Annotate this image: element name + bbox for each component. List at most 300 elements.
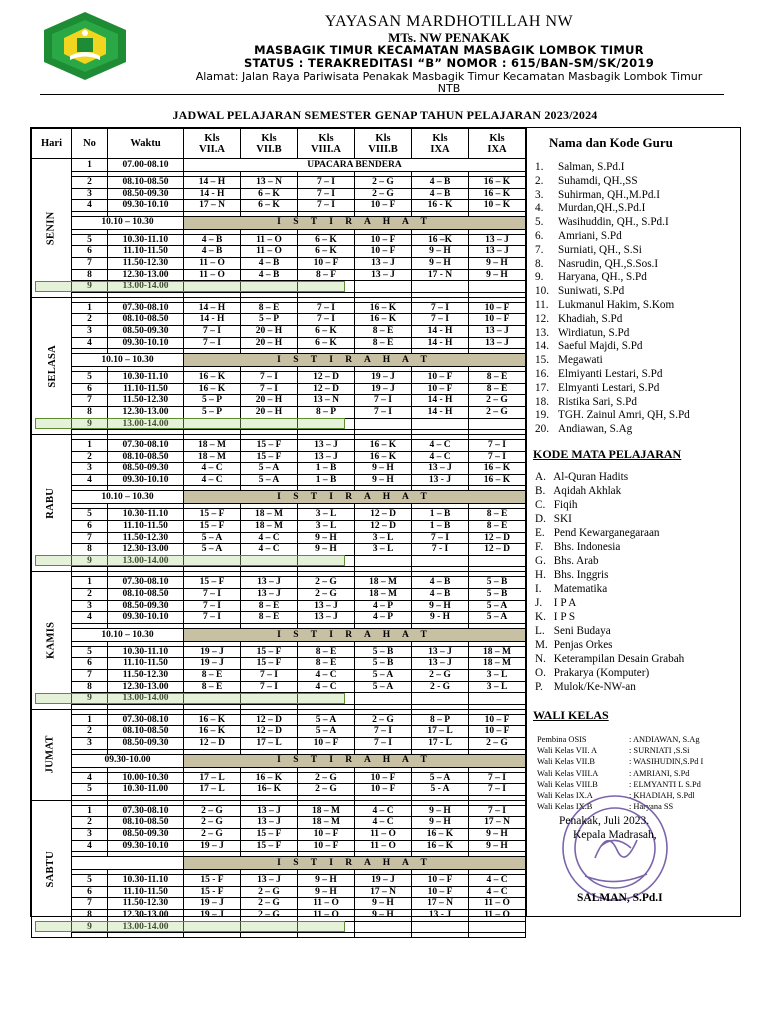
period-number: 9 xyxy=(72,418,108,430)
period-time: 09.30-10.10 xyxy=(108,474,184,486)
subject-name: Pend Kewarganegaraan xyxy=(553,527,660,539)
period-time: 13.00-14.00 xyxy=(108,418,184,430)
class-cell: 4 – B xyxy=(412,188,469,200)
class-cell xyxy=(241,555,298,567)
class-cell: 15 - F xyxy=(184,886,241,898)
period-number: 3 xyxy=(72,737,108,749)
table-row xyxy=(32,600,526,612)
class-cell: 8 – F xyxy=(298,269,355,281)
period-number: 3 xyxy=(72,600,108,612)
day-label: KAMIS xyxy=(45,622,57,660)
class-cell: 11 – O xyxy=(469,909,526,921)
table-row xyxy=(32,784,526,796)
class-cell: 13 – J xyxy=(298,600,355,612)
class-cell: 7 - I xyxy=(412,544,469,556)
class-cell: 13 – J xyxy=(412,463,469,475)
class-cell: 19 – J xyxy=(184,658,241,670)
wali-role: Wali Kelas VII. A xyxy=(537,746,598,756)
class-cell: 9 – H xyxy=(412,246,469,258)
class-cell: 4 – P xyxy=(355,600,412,612)
class-cell: 12 – D xyxy=(298,372,355,384)
teacher-item xyxy=(535,299,690,313)
class-cell: 17 – L xyxy=(184,772,241,784)
teacher-number: 17. xyxy=(535,381,549,394)
class-cell: 13 – J xyxy=(241,817,298,829)
period-time: 09.30-10.10 xyxy=(108,200,184,212)
teacher-item xyxy=(535,244,690,258)
period-time: 11.50-12.30 xyxy=(108,670,184,682)
subject-code: G. xyxy=(535,555,546,567)
teacher-number: 8. xyxy=(535,257,544,270)
teacher-number: 5. xyxy=(535,216,544,229)
subject-name: Bhs. Arab xyxy=(553,555,599,567)
table-row xyxy=(32,281,526,293)
class-cell: 8 – E xyxy=(469,372,526,384)
period-number: 5 xyxy=(72,784,108,796)
subject-code: L. xyxy=(535,625,545,637)
table-row xyxy=(32,234,526,246)
teacher-name: Suhirman, QH.,M.Pd.I xyxy=(558,188,660,201)
period-time: 07.30-08.10 xyxy=(108,302,184,314)
period-number: 8 xyxy=(72,681,108,693)
period-number: 9 xyxy=(72,281,108,293)
subject-item xyxy=(535,568,684,582)
class-cell: 5 – A xyxy=(469,600,526,612)
period-number: 4 xyxy=(72,200,108,212)
teacher-item xyxy=(535,423,690,437)
header-class: Kls VII.A xyxy=(184,129,241,159)
subject-code: N. xyxy=(535,653,546,665)
period-number: 9 xyxy=(72,693,108,705)
table-row xyxy=(32,509,526,521)
class-cell: 8 – E xyxy=(298,646,355,658)
teacher-number: 18. xyxy=(535,395,549,408)
class-cell: 4 – C xyxy=(184,463,241,475)
class-cell: 7 – I xyxy=(184,337,241,349)
period-time: 08.10-08.50 xyxy=(108,817,184,829)
class-cell xyxy=(184,281,241,293)
class-cell: 4 – C xyxy=(241,544,298,556)
wali-name: : SURNIATI ,S.Si xyxy=(629,746,690,756)
subject-code: O. xyxy=(535,667,546,679)
class-cell: 9 – H xyxy=(469,840,526,852)
period-time: 09.30-10.10 xyxy=(108,337,184,349)
subject-code: D. xyxy=(535,513,546,525)
class-cell: 7 – I xyxy=(241,670,298,682)
teacher-name: Suhamdi, QH.,SS xyxy=(558,174,638,187)
table-row xyxy=(32,372,526,384)
teacher-item xyxy=(535,202,690,216)
period-number: 4 xyxy=(72,474,108,486)
class-cell xyxy=(298,418,355,430)
spacer-cell xyxy=(72,933,108,938)
class-cell: 13 – J xyxy=(298,440,355,452)
break-time: 10.10 – 10.30 xyxy=(72,628,184,641)
period-number: 1 xyxy=(72,440,108,452)
header-time: Waktu xyxy=(108,129,184,159)
table-row xyxy=(32,532,526,544)
class-cell: 19 – J xyxy=(184,840,241,852)
class-cell: 4 – C xyxy=(298,670,355,682)
address-line-2: NTB xyxy=(437,82,461,95)
class-cell: 9 – H xyxy=(298,875,355,887)
class-cell: 14 - H xyxy=(184,314,241,326)
teacher-number: 19. xyxy=(535,409,549,422)
class-cell: 4 – B xyxy=(184,234,241,246)
class-cell: 19 – J xyxy=(184,646,241,658)
class-cell: 5 – P xyxy=(184,406,241,418)
period-time: 10.30-11.10 xyxy=(108,509,184,521)
class-cell: 2 – G xyxy=(184,828,241,840)
class-cell: 7 – I xyxy=(469,805,526,817)
period-time: 09.30-10.10 xyxy=(108,612,184,624)
class-cell: 5 – A xyxy=(241,463,298,475)
document-title: JADWAL PELAJARAN SEMESTER GENAP TAHUN PELAJARAN 2023/2024 xyxy=(172,108,598,122)
spacer-row xyxy=(32,933,526,938)
class-cell: 13 – J xyxy=(355,269,412,281)
period-number: 6 xyxy=(72,246,108,258)
class-cell: 8 – E xyxy=(241,600,298,612)
period-number: 6 xyxy=(72,521,108,533)
period-time: 13.00-14.00 xyxy=(108,281,184,293)
period-number: 5 xyxy=(72,646,108,658)
class-cell: 11 – O xyxy=(184,257,241,269)
class-cell: 11 – O xyxy=(355,840,412,852)
subject-item xyxy=(535,526,684,540)
class-cell: 17 – L xyxy=(241,737,298,749)
period-number: 4 xyxy=(72,337,108,349)
class-cell: 7 – I xyxy=(184,589,241,601)
class-cell: 11 – O xyxy=(184,269,241,281)
class-cell: 6 – K xyxy=(241,188,298,200)
class-cell: 4 – C xyxy=(184,474,241,486)
period-number: 1 xyxy=(72,577,108,589)
class-cell: 5 - A xyxy=(412,784,469,796)
class-cell xyxy=(184,693,241,705)
spacer-cell xyxy=(108,933,184,938)
class-cell: 12 – D xyxy=(241,714,298,726)
teacher-number: 20. xyxy=(535,423,549,436)
subject-code: B. xyxy=(535,485,546,497)
teacher-name: Wasihuddin, QH., S.Pd.I xyxy=(558,216,669,229)
class-cell: 13 – J xyxy=(241,805,298,817)
class-cell: 8 – E xyxy=(298,658,355,670)
class-cell xyxy=(412,281,469,293)
period-number: 7 xyxy=(72,670,108,682)
class-cell: 3 – L xyxy=(355,532,412,544)
class-cell: 4 – P xyxy=(355,612,412,624)
class-cell: 12 – D xyxy=(469,532,526,544)
class-cell: 7 – I xyxy=(184,612,241,624)
table-row xyxy=(32,921,526,933)
class-cell: 8 – E xyxy=(355,337,412,349)
class-cell: 16 – K xyxy=(355,314,412,326)
schedule-table-frame xyxy=(30,127,527,932)
table-row xyxy=(32,726,526,738)
table-header-row xyxy=(32,129,526,159)
class-cell: 2 – G xyxy=(469,737,526,749)
header-divider xyxy=(40,94,724,95)
teacher-name: Megawati xyxy=(558,354,603,367)
period-number: 3 xyxy=(72,463,108,475)
class-cell xyxy=(469,418,526,430)
subject-name: Aqidah Akhlak xyxy=(553,485,622,497)
class-cell: 10 – F xyxy=(298,840,355,852)
school-stamp-icon xyxy=(555,788,675,908)
period-number: 3 xyxy=(72,828,108,840)
teacher-name: Haryana, QH., S.Pd xyxy=(558,271,647,284)
teacher-number: 13. xyxy=(535,326,549,339)
class-cell: 11 – O xyxy=(241,234,298,246)
class-cell: 15 – F xyxy=(241,451,298,463)
subject-item xyxy=(535,652,684,666)
period-time: 10.00-10.30 xyxy=(108,772,184,784)
header-class: Kls VIII.A xyxy=(298,129,355,159)
class-cell: 1 – B xyxy=(412,509,469,521)
class-cell: 7 – I xyxy=(412,532,469,544)
period-time: 11.50-12.30 xyxy=(108,532,184,544)
class-cell: 9 – H xyxy=(412,817,469,829)
period-number: 6 xyxy=(72,383,108,395)
period-time: 07.30-08.10 xyxy=(108,577,184,589)
class-cell: 7 – I xyxy=(355,726,412,738)
class-cell: 15 – F xyxy=(241,828,298,840)
class-cell: 2 – G xyxy=(355,177,412,189)
teacher-number: 4. xyxy=(535,202,544,215)
table-row xyxy=(32,612,526,624)
table-row xyxy=(32,451,526,463)
period-number: 7 xyxy=(72,898,108,910)
teacher-name: Saeful Majdi, S.Pd xyxy=(558,340,643,353)
subject-name: SKI xyxy=(553,513,572,525)
teacher-number: 15. xyxy=(535,354,549,367)
teacher-name: Andiawan, S.Ag xyxy=(558,423,633,436)
class-cell: 16 - K xyxy=(412,200,469,212)
class-cell: 2 – G xyxy=(298,784,355,796)
subject-name: Seni Budaya xyxy=(553,625,611,637)
day-label: SENIN xyxy=(45,211,57,245)
class-cell: 10 – F xyxy=(355,234,412,246)
class-cell: 5 – A xyxy=(241,474,298,486)
day-label: SELASA xyxy=(47,344,59,388)
class-cell: 16 – K xyxy=(184,726,241,738)
table-row xyxy=(32,693,526,705)
class-cell: 4 – C xyxy=(298,681,355,693)
subjects-title: KODE MATA PELAJARAN xyxy=(533,447,682,461)
ceremony-label: UPACARA BENDERA xyxy=(184,159,526,172)
class-cell: 9 – H xyxy=(469,257,526,269)
break-row xyxy=(32,857,526,870)
class-cell: 13 – J xyxy=(298,451,355,463)
class-cell: 5 – B xyxy=(355,646,412,658)
class-cell: 13 – J xyxy=(355,257,412,269)
teacher-item xyxy=(535,354,690,368)
wali-name: : KHADIAH, S.Pdl xyxy=(629,791,695,801)
subject-code: P. xyxy=(535,681,543,693)
break-label: I S T I R A H A T xyxy=(184,628,526,641)
table-row xyxy=(32,909,526,921)
teacher-name: Murdan,QH.,S.Pd.I xyxy=(558,202,646,215)
subject-item xyxy=(535,498,684,512)
accreditation-status: STATUS : TERAKREDITASI “B” NOMOR : 615/BAN-SM/SK/2019 xyxy=(243,56,655,70)
class-cell: 10 – F xyxy=(298,828,355,840)
table-row xyxy=(32,521,526,533)
header-class: Kls IXA xyxy=(469,129,526,159)
subject-name: Penjas Orkes xyxy=(553,639,613,651)
class-cell: 7 – I xyxy=(412,314,469,326)
spacer-cell xyxy=(469,933,526,938)
class-cell: 9 – H xyxy=(355,909,412,921)
subject-item xyxy=(535,554,684,568)
class-cell: 15 – F xyxy=(184,509,241,521)
legend-panel xyxy=(527,127,741,917)
class-cell: 18 – M xyxy=(355,577,412,589)
period-number: 1 xyxy=(72,159,108,172)
class-cell: 16 – K xyxy=(355,440,412,452)
day-label-cell xyxy=(32,159,72,298)
class-cell xyxy=(469,921,526,933)
teacher-name: Khadiah, S.Pd xyxy=(558,312,623,325)
period-time: 13.00-14.00 xyxy=(108,693,184,705)
table-row xyxy=(32,246,526,258)
class-cell: 15 – F xyxy=(241,646,298,658)
class-cell: 5 – A xyxy=(184,544,241,556)
class-cell: 13 – J xyxy=(298,612,355,624)
subject-code: I. xyxy=(535,583,542,595)
class-cell: 19 – J xyxy=(355,372,412,384)
subject-item xyxy=(535,638,684,652)
class-cell xyxy=(298,693,355,705)
period-number: 5 xyxy=(72,875,108,887)
class-cell: 18 – M xyxy=(184,440,241,452)
class-cell: 17 – N xyxy=(469,817,526,829)
class-cell: 5 – A xyxy=(184,532,241,544)
class-cell: 18 – M xyxy=(469,646,526,658)
header-class: Kls VII.B xyxy=(241,129,298,159)
table-row xyxy=(32,828,526,840)
period-number: 7 xyxy=(72,257,108,269)
class-cell: 4 – B xyxy=(412,577,469,589)
header-day: Hari xyxy=(32,129,72,159)
teacher-item xyxy=(535,189,690,203)
teacher-item xyxy=(535,271,690,285)
day-label-cell xyxy=(32,800,72,937)
day-label: RABU xyxy=(45,487,57,519)
class-cell: 17 - N xyxy=(412,269,469,281)
period-number: 7 xyxy=(72,532,108,544)
subject-name: Bhs. Inggris xyxy=(553,569,609,581)
table-row xyxy=(32,577,526,589)
class-cell: 8 – E xyxy=(241,302,298,314)
class-cell: 3 – L xyxy=(469,670,526,682)
table-row xyxy=(32,646,526,658)
wali-role: Wali Kelas VIII.A xyxy=(537,768,599,778)
table-row xyxy=(32,772,526,784)
class-cell: 12 – D xyxy=(469,544,526,556)
teacher-item xyxy=(535,216,690,230)
teacher-list xyxy=(535,161,690,437)
period-time: 08.50-09.30 xyxy=(108,325,184,337)
class-cell: 18 – M xyxy=(241,521,298,533)
period-number: 9 xyxy=(72,921,108,933)
class-cell: 8 – P xyxy=(298,406,355,418)
class-cell: 19 – J xyxy=(355,383,412,395)
teacher-number: 1. xyxy=(535,161,544,173)
class-cell: 8 – P xyxy=(412,714,469,726)
class-cell: 1 – B xyxy=(298,474,355,486)
schedule-table xyxy=(31,128,526,938)
period-time: 10.30-11.10 xyxy=(108,372,184,384)
class-cell: 13 – J xyxy=(469,325,526,337)
class-cell: 9 – H xyxy=(355,898,412,910)
period-number: 4 xyxy=(72,612,108,624)
class-cell: 16 – K xyxy=(184,383,241,395)
break-row xyxy=(32,354,526,367)
break-row xyxy=(32,754,526,767)
wali-item xyxy=(537,734,703,745)
teacher-item xyxy=(535,409,690,423)
period-time: 07.00-08.10 xyxy=(108,159,184,172)
period-number: 1 xyxy=(72,805,108,817)
class-cell: 16 – K xyxy=(469,463,526,475)
signature-role: Kepala Madrasah, xyxy=(573,829,657,841)
class-cell: 19 – J xyxy=(184,898,241,910)
period-time: 08.50-09.30 xyxy=(108,188,184,200)
teacher-number: 14. xyxy=(535,340,549,353)
period-number: 2 xyxy=(72,817,108,829)
class-cell: 15 – F xyxy=(184,521,241,533)
class-cell: 2 – G xyxy=(355,188,412,200)
class-cell: 20 – H xyxy=(241,406,298,418)
period-time: 11.50-12.30 xyxy=(108,898,184,910)
subject-name: Prakarya (Komputer) xyxy=(553,667,650,679)
class-cell: 11 – O xyxy=(469,898,526,910)
teacher-item xyxy=(535,327,690,341)
class-cell: 4 – C xyxy=(469,886,526,898)
class-cell: 4 – B xyxy=(241,257,298,269)
subject-name: I P A xyxy=(553,597,577,609)
class-cell: 10 – F xyxy=(355,246,412,258)
period-time: 08.50-09.30 xyxy=(108,463,184,475)
class-cell: 9 – H xyxy=(412,600,469,612)
class-cell: 13 – J xyxy=(412,658,469,670)
class-cell: 11 – O xyxy=(241,246,298,258)
class-cell: 13 – J xyxy=(469,337,526,349)
class-cell xyxy=(241,921,298,933)
class-cell: 7 – I xyxy=(469,440,526,452)
class-cell: 6 – K xyxy=(298,337,355,349)
table-row xyxy=(32,589,526,601)
period-time: 10.30-11.10 xyxy=(108,875,184,887)
day-label: JUMAT xyxy=(45,735,57,774)
class-cell: 9 – H xyxy=(298,532,355,544)
table-row xyxy=(32,418,526,430)
table-row xyxy=(32,395,526,407)
teacher-number: 7. xyxy=(535,243,544,256)
class-cell xyxy=(298,281,355,293)
teacher-number: 16. xyxy=(535,367,549,380)
break-row xyxy=(32,491,526,504)
class-cell: 7 – I xyxy=(184,600,241,612)
class-cell: 18 – M xyxy=(469,658,526,670)
class-cell: 5 – A xyxy=(412,772,469,784)
class-cell: 5 – P xyxy=(184,395,241,407)
class-cell: 4 – B xyxy=(412,589,469,601)
teacher-item xyxy=(535,285,690,299)
class-cell: 19 – J xyxy=(184,909,241,921)
class-cell: 7 – I xyxy=(241,372,298,384)
period-number: 9 xyxy=(72,555,108,567)
